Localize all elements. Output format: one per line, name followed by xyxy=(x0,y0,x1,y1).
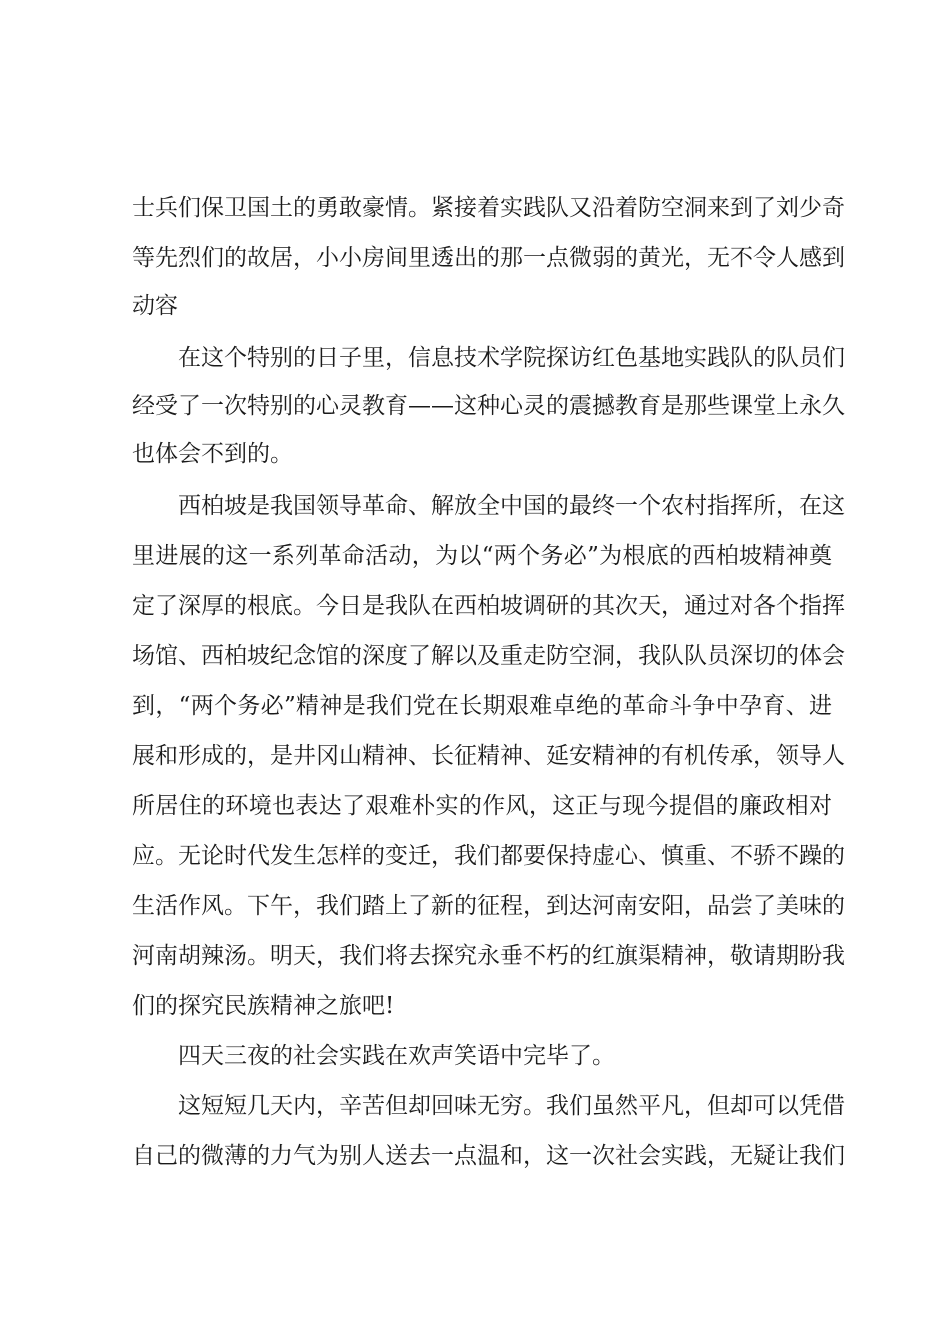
paragraph-line: 所居住的环境也表达了艰难朴实的作风，这正与现今提倡的廉政相对 xyxy=(132,793,832,819)
paragraph-line: 场馆、西柏坡纪念馆的深度了解以及重走防空洞，我队队员深切的体会 xyxy=(132,643,845,669)
paragraph-line: 生活作风。下午，我们踏上了新的征程，到达河南安阳，品尝了美味的 xyxy=(132,893,845,919)
paragraph-line: 自己的微薄的力气为别人送去一点温和，这一次社会实践，无疑让我们 xyxy=(132,1143,845,1169)
paragraph-line: 士兵们保卫国土的勇敢豪情。紧接着实践队又沿着防空洞来到了刘少奇 xyxy=(132,195,845,221)
paragraph-line: 也体会不到的。 xyxy=(132,441,293,467)
paragraph-line: 应。无论时代发生怎样的变迁，我们都要保持虚心、慎重、不骄不躁的 xyxy=(132,843,845,869)
paragraph-line: 定了深厚的根底。今日是我队在西柏坡调研的其次天，通过对各个指挥 xyxy=(132,593,845,619)
paragraph-line: 这短短几天内，辛苦但却回味无穷。我们虽然平凡，但却可以凭借 xyxy=(178,1093,845,1119)
paragraph-line: 们的探究民族精神之旅吧! xyxy=(132,993,395,1019)
paragraph-line: 动容 xyxy=(132,293,178,319)
paragraph-line: 展和形成的，是井冈山精神、长征精神、延安精神的有机传承，领导人 xyxy=(132,743,845,769)
paragraph-line: 经受了一次特别的心灵教育——这种心灵的震撼教育是那些课堂上永久 xyxy=(132,393,845,419)
paragraph-line: 到，“两个务必”精神是我们党在长期艰难卓绝的革命斗争中孕育、进 xyxy=(132,693,832,719)
paragraph-line: 西柏坡是我国领导革命、解放全中国的最终一个农村指挥所，在这 xyxy=(178,493,845,519)
paragraph-line: 里进展的这一系列革命活动，为以“两个务必”为根底的西柏坡精神奠 xyxy=(132,543,832,569)
paragraph-line: 河南胡辣汤。明天，我们将去探究永垂不朽的红旗渠精神，敬请期盼我 xyxy=(132,943,845,969)
paragraph-line: 四天三夜的社会实践在欢声笑语中完毕了。 xyxy=(178,1043,615,1069)
paragraph-line: 在这个特别的日子里，信息技术学院探访红色基地实践队的队员们 xyxy=(178,345,845,371)
paragraph-line: 等先烈们的故居，小小房间里透出的那一点微弱的黄光，无不令人感到 xyxy=(132,245,845,271)
